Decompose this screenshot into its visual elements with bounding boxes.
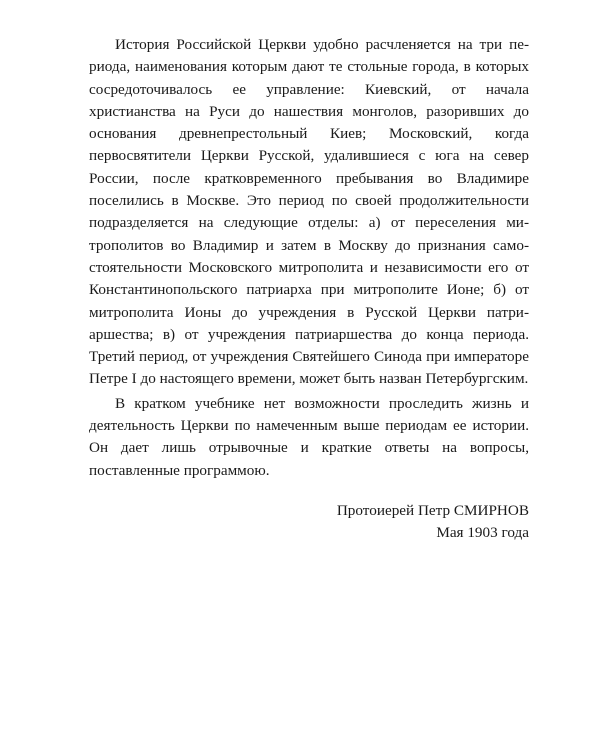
signature-date: Мая 1903 года	[436, 524, 529, 542]
paragraph-periods: История Российской Церкви удобно расчленяется на три периода, наименования которым дают те стольные города, в которых сосредоточивалось ее управление: Киевский, от начала христианства на Руси до нашествия монголов, разоривших до основания древнепрестольный Киев; Московский, когда первосвятители Церкви Русской, удалившиеся с юга на север России, после кратковременного пребывания во Владимире поселились в Москве. Это период по своей продолжительности подразделяется на следующие отделы: а) от переселения митрополитов во Владимир и затем в Москву до признания самостоятельности Московского митрополита и независимости его от Константинопольского патриарха при митрополите Ионе; б) от митрополита Ионы до учреждения в Русской Церкви патриаршества; в) от учреждения патриаршества до конца периода. Третий период, от учреждения Святейшего Синода при императоре Петре I до настоящего времени, может быть назван Петербургским.	[89, 36, 529, 388]
page-content	[89, 34, 529, 545]
paragraph-textbook: В кратком учебнике нет возможности проследить жизнь и деятельность Церкви по намеченным выше периодам ее истории. Он дает лишь отрывочные и краткие ответы на вопросы, поставленные программою.	[89, 394, 529, 479]
signature-author: Протоиерей Петр СМИРНОВ	[336, 501, 529, 519]
signature-block	[89, 500, 529, 545]
